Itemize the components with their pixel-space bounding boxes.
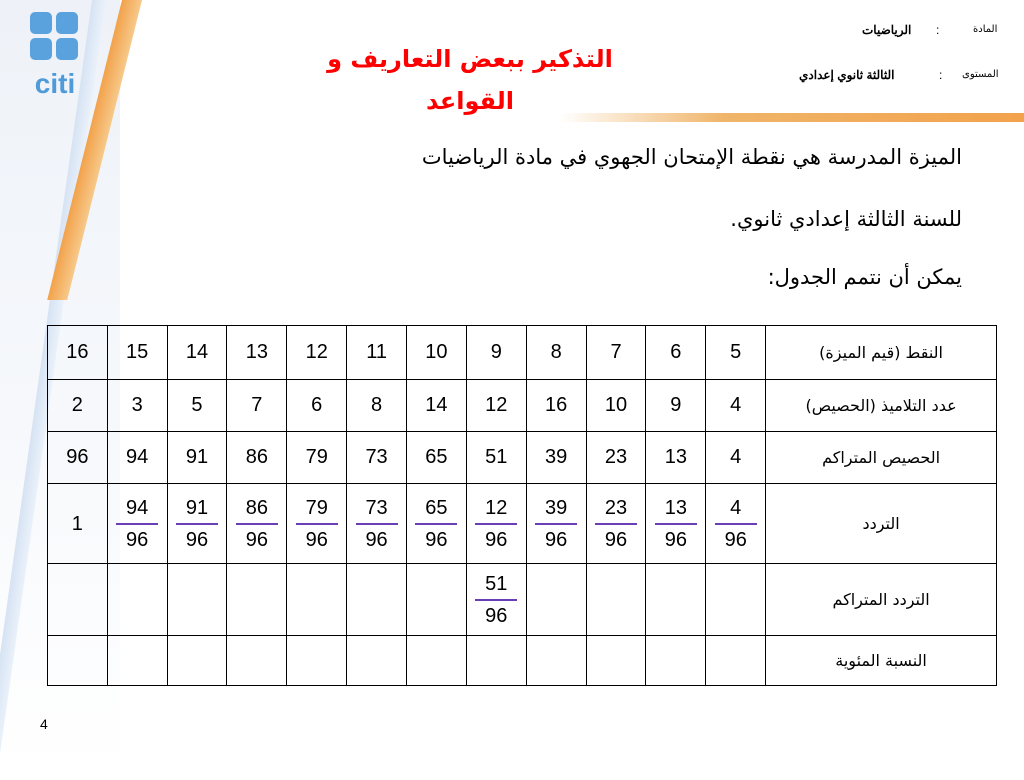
score-cell: 11: [347, 326, 407, 380]
row-counts: [48, 380, 997, 432]
frequency-value: 1: [71, 512, 83, 535]
frequency-numerator: 13: [664, 496, 687, 519]
frequency-denominator: 96: [305, 528, 328, 551]
frequency-numerator: 94: [126, 496, 149, 519]
percentage-cell: [466, 636, 526, 686]
frequency-numerator: 86: [245, 496, 268, 519]
count-cell: 10: [586, 380, 646, 432]
count-cell: 16: [526, 380, 586, 432]
percentage-cell: [167, 636, 227, 686]
row-label-cumulative-frequency: التردد المتراكم: [766, 564, 997, 636]
cumulative-frequency-cell: [407, 564, 467, 636]
row-cumulative-counts: [48, 432, 997, 484]
cumulative-cell: 13: [646, 432, 706, 484]
fraction-bar: [655, 523, 697, 525]
cumulative-frequency-numerator: 51: [485, 572, 508, 595]
score-cell: 10: [407, 326, 467, 380]
row-label-counts: عدد التلاميذ (الحصيص): [766, 380, 997, 432]
percentage-cell: [287, 636, 347, 686]
frequency-denominator: 96: [724, 528, 747, 551]
page-number: 4: [40, 716, 48, 732]
score-cell: 6: [646, 326, 706, 380]
percentage-cell: [526, 636, 586, 686]
statistics-table: [47, 325, 997, 686]
frequency-cell: [107, 484, 167, 564]
frequency-cell: [287, 484, 347, 564]
count-cell: 9: [646, 380, 706, 432]
row-label-scores: النقط (قيم الميزة): [766, 326, 997, 380]
row-percentage: [48, 636, 997, 686]
cumulative-cell: 73: [347, 432, 407, 484]
cumulative-cell: 4: [706, 432, 766, 484]
cumulative-cell: 23: [586, 432, 646, 484]
cumulative-cell: 65: [407, 432, 467, 484]
frequency-numerator: 65: [425, 496, 448, 519]
logo-square-icon: [30, 12, 52, 34]
frequency-cell: [526, 484, 586, 564]
percentage-cell: [586, 636, 646, 686]
score-cell: 8: [526, 326, 586, 380]
frequency-cell: [407, 484, 467, 564]
frequency-numerator: 73: [365, 496, 388, 519]
fraction-bar: [715, 523, 757, 525]
body-line-1: الميزة المدرسة هي نقطة الإمتحان الجهوي في مادة الرياضيات: [421, 145, 962, 169]
frequency-cell: [706, 484, 766, 564]
cumulative-frequency-denominator: 96: [485, 604, 508, 627]
logo-square-icon: [56, 38, 78, 60]
level-value: الثالثة ثانوي إعدادي: [799, 68, 895, 82]
count-cell: 3: [107, 380, 167, 432]
row-label-percentage: النسبة المئوية: [766, 636, 997, 686]
row-label-cumulative-counts: الحصيص المتراكم: [766, 432, 997, 484]
cumulative-cell: 86: [227, 432, 287, 484]
frequency-cell: [347, 484, 407, 564]
cumulative-frequency-cell: [287, 564, 347, 636]
percentage-cell: [646, 636, 706, 686]
percentage-cell: [407, 636, 467, 686]
cumulative-frequency-cell: [706, 564, 766, 636]
fraction-bar: [475, 523, 517, 525]
count-cell: 5: [167, 380, 227, 432]
count-cell: 8: [347, 380, 407, 432]
frequency-numerator: 4: [730, 496, 742, 519]
cumulative-cell: 94: [107, 432, 167, 484]
score-cell: 15: [107, 326, 167, 380]
fraction-bar: [356, 523, 398, 525]
slide-title: التذكير ببعض التعاريف و القواعد: [327, 45, 613, 115]
frequency-denominator: 96: [664, 528, 687, 551]
frequency-numerator: 91: [185, 496, 209, 519]
count-cell: 6: [287, 380, 347, 432]
fraction-bar: [236, 523, 278, 525]
frequency-denominator: 96: [604, 528, 628, 551]
fraction-bar: [116, 523, 158, 525]
frequency-denominator: 96: [485, 528, 508, 551]
subject-label: المادة: [973, 24, 998, 35]
body-line-2: للسنة الثالثة إعدادي ثانوي.: [730, 207, 962, 231]
fraction-bar: [415, 523, 457, 525]
frequency-denominator: 96: [425, 528, 448, 551]
count-cell: 2: [48, 380, 108, 432]
score-cell: 16: [48, 326, 108, 380]
row-frequency: [48, 484, 997, 564]
frequency-numerator: 79: [305, 496, 328, 519]
row-label-frequency: التردد: [766, 484, 997, 564]
cumulative-cell: 79: [287, 432, 347, 484]
citi-logo: [28, 10, 82, 100]
fraction-bar: [475, 599, 517, 601]
level-separator: :: [939, 68, 943, 82]
frequency-denominator: 96: [545, 528, 568, 551]
frequency-cell: [48, 484, 108, 564]
fraction-bar: [296, 523, 338, 525]
frequency-cell: [227, 484, 287, 564]
score-cell: 7: [586, 326, 646, 380]
percentage-cell: [706, 636, 766, 686]
frequency-cell: [646, 484, 706, 564]
cumulative-cell: 51: [466, 432, 526, 484]
score-cell: 12: [287, 326, 347, 380]
fraction-bar: [535, 523, 577, 525]
cumulative-frequency-cell: [48, 564, 108, 636]
count-cell: 4: [706, 380, 766, 432]
score-cell: 9: [466, 326, 526, 380]
body-line-3: يمكن أن نتمم الجدول:: [767, 265, 962, 289]
cumulative-frequency-cell: [526, 564, 586, 636]
logo-square-icon: [30, 38, 52, 60]
percentage-cell: [227, 636, 287, 686]
frequency-numerator: 39: [545, 496, 568, 519]
logo-square-icon: [56, 12, 78, 34]
cumulative-cell: 39: [526, 432, 586, 484]
cumulative-frequency-cell: [167, 564, 227, 636]
frequency-denominator: 96: [245, 528, 268, 551]
logo-text: citi: [34, 68, 76, 99]
count-cell: 12: [466, 380, 526, 432]
score-cell: 14: [167, 326, 227, 380]
cumulative-frequency-cell: [107, 564, 167, 636]
frequency-cell: [466, 484, 526, 564]
score-cell: 13: [227, 326, 287, 380]
cumulative-cell: 91: [167, 432, 227, 484]
fraction-bar: [595, 523, 637, 525]
percentage-cell: [347, 636, 407, 686]
percentage-cell: [48, 636, 108, 686]
count-cell: 7: [227, 380, 287, 432]
row-scores: [48, 326, 997, 380]
cumulative-frequency-cell: [646, 564, 706, 636]
cumulative-frequency-cell: [586, 564, 646, 636]
frequency-denominator: 96: [126, 528, 149, 551]
count-cell: 14: [407, 380, 467, 432]
cumulative-cell: 96: [48, 432, 108, 484]
frequency-denominator: 96: [365, 528, 388, 551]
cumulative-frequency-cell: [347, 564, 407, 636]
level-label: المستوى: [962, 69, 999, 80]
frequency-cell: [586, 484, 646, 564]
row-cumulative-frequency: [48, 564, 997, 636]
fraction-bar: [176, 523, 218, 525]
cumulative-frequency-cell: [227, 564, 287, 636]
subject-value: الرياضيات: [862, 23, 912, 37]
cumulative-frequency-cell: [466, 564, 526, 636]
percentage-cell: [107, 636, 167, 686]
frequency-numerator: 23: [604, 496, 628, 519]
frequency-cell: [167, 484, 227, 564]
subject-separator: :: [936, 23, 940, 37]
frequency-denominator: 96: [185, 528, 209, 551]
frequency-numerator: 12: [485, 496, 508, 519]
score-cell: 5: [706, 326, 766, 380]
